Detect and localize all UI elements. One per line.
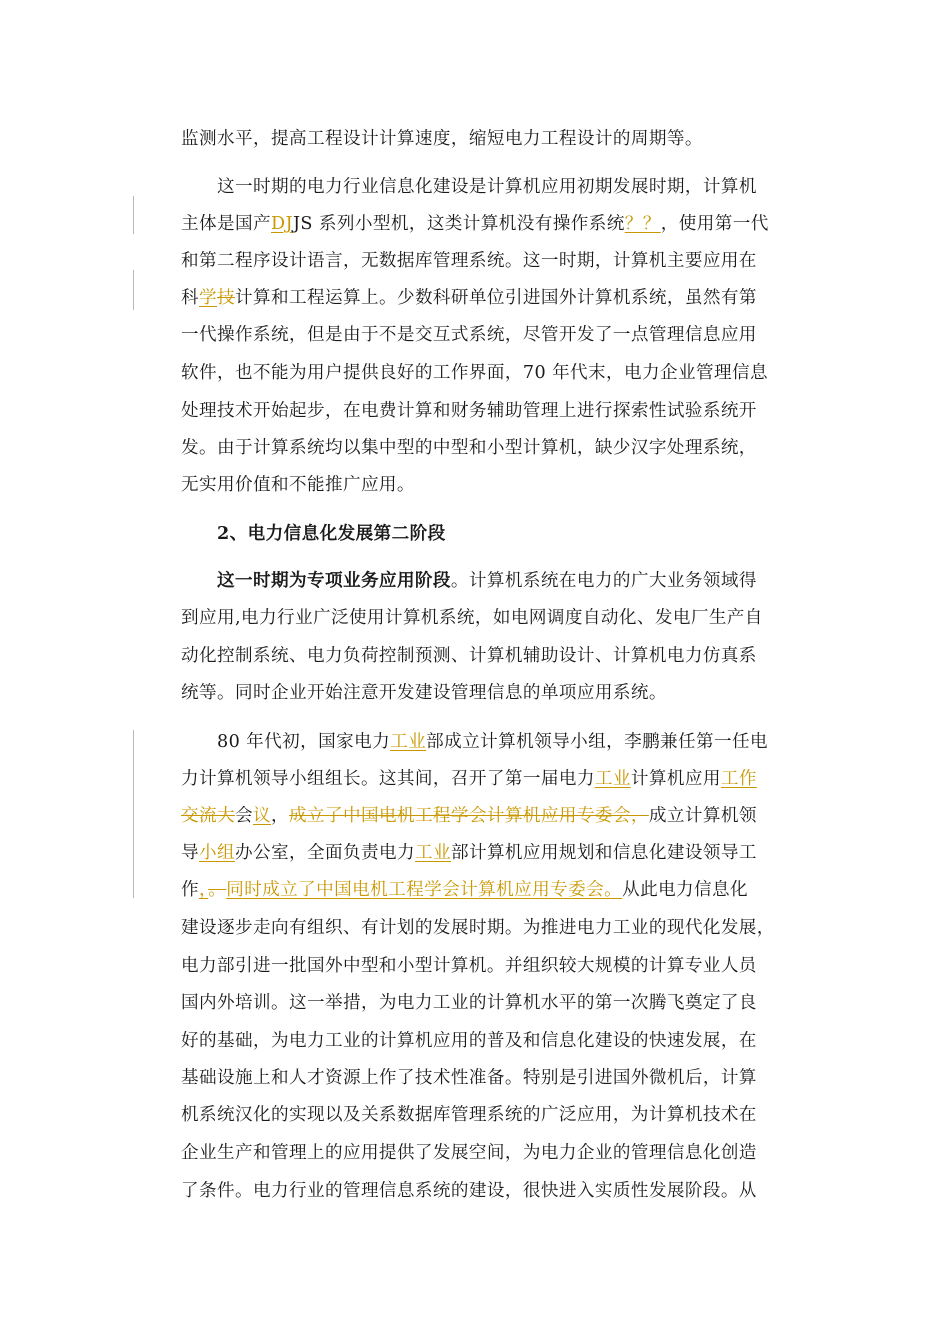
text-run: JS 系列小型机，这类计算机没有操作系统 (292, 214, 625, 234)
text-line (181, 250, 821, 272)
text-run: ， (270, 806, 289, 826)
text-line (181, 879, 821, 901)
text-run: 会 (234, 806, 253, 826)
inserted-text: 同时成立了中国电机工程学会计算机应用专委会。 (226, 880, 623, 900)
inserted-text: 工业 (594, 769, 631, 789)
text-run: 软件，也不能为用户提供良好的工作界面，70 年代末，电力企业管理信息 (181, 363, 768, 383)
text-line (181, 917, 821, 939)
text-line (181, 287, 821, 309)
text-line (181, 805, 821, 827)
text-line (181, 474, 821, 496)
text-run: 统等。同时企业开始注意开发建设管理信息的单项应用系统。 (181, 683, 667, 703)
inserted-text: 小组 (199, 843, 235, 863)
text-line (217, 570, 857, 592)
text-run: 发。由于计算系统均以集中型的中型和小型计算机，缺少汉字处理系统， (181, 438, 757, 458)
text-line (181, 213, 821, 235)
text-run: 部成立计算机领导小组，李鹏兼任第一任电 (426, 732, 769, 752)
text-run: 。计算机系统在电力的广大业务领域得 (450, 571, 757, 591)
text-run: 80 年代初，国家电力 (217, 732, 391, 752)
change-bar (133, 270, 134, 310)
change-bar (133, 196, 134, 234)
text-run: 导 (181, 843, 199, 863)
text-line (181, 324, 821, 346)
text-line (181, 400, 821, 422)
text-run: 电力部引进一批国外中型和小型计算机。并组织较大规模的计算专业人员 (181, 956, 757, 976)
text-line (181, 607, 821, 629)
text-line (181, 682, 821, 704)
text-line (181, 1030, 821, 1052)
text-run: 企业生产和管理上的应用提供了发展空间，为电力企业的管理信息化创造 (181, 1143, 757, 1163)
inserted-text: ， (199, 880, 209, 900)
text-line (181, 1104, 821, 1126)
text-run: 成立计算机领 (648, 806, 757, 826)
inserted-text: 议 (252, 806, 271, 826)
text-run: 基础设施上和人才资源上作了技术性准备。特别是引进国外微机后，计算 (181, 1068, 757, 1088)
text-run: 建设逐步走向有组织、有计划的发展时期。为推进电力工业的现代化发展， (181, 918, 775, 938)
deleted-text: 。 (208, 880, 227, 900)
text-line (181, 1180, 821, 1202)
text-line (181, 992, 821, 1014)
inserted-text: ？？ (624, 214, 661, 234)
text-line (181, 362, 821, 384)
text-line (217, 176, 857, 198)
text-run: 和第二程序设计语言，无数据库管理系统。这一时期，计算机主要应用在 (181, 251, 757, 271)
bold-text: 2、电力信息化发展第二阶段 (217, 523, 446, 544)
text-run: 主体是国产 (181, 214, 271, 234)
text-run: 机系统汉化的实现以及关系数据库管理系统的广泛应用，为计算机技术在 (181, 1105, 757, 1125)
text-run: 了条件。电力行业的管理信息系统的建设，很快进入实质性发展阶段。从 (181, 1181, 757, 1201)
inserted-text: 工业 (414, 843, 451, 863)
text-line (181, 645, 821, 667)
inserted-text: 工作 (720, 769, 757, 789)
text-run: 处理技术开始起步，在电费计算和财务辅助管理上进行探索性试验系统开 (181, 401, 757, 421)
text-run: 作 (181, 880, 199, 900)
inserted-text: 工业 (390, 732, 427, 752)
text-line (181, 1067, 821, 1089)
inserted-text: DJ (270, 214, 293, 234)
bold-text: 这一时期为专项业务应用阶段 (217, 570, 451, 591)
text-run: 力计算机领导小组组长。这其间，召开了第一届电力 (181, 769, 595, 789)
text-line (217, 731, 857, 753)
text-run: 无实用价值和不能推广应用。 (181, 475, 415, 495)
text-run: 这一时期的电力行业信息化建设是计算机应用初期发展时期，计算机 (217, 177, 757, 197)
text-line (181, 842, 821, 864)
change-bar (133, 730, 134, 898)
inserted-text: 学 (199, 288, 217, 308)
text-line (181, 1142, 821, 1164)
text-run: 一代操作系统，但是由于不是交互式系统，尽管开发了一点管理信息应用 (181, 325, 757, 345)
text-run: 从此电力信息化 (622, 880, 749, 900)
deleted-text: 交流大 (181, 806, 235, 826)
text-run: 计算和工程运算上。少数科研单位引进国外计算机系统，虽然有第 (235, 288, 757, 308)
section-heading (217, 523, 857, 545)
text-line (181, 955, 821, 977)
text-run: 部计算机应用规划和信息化建设领导工 (450, 843, 757, 863)
text-run: 办公室，全面负责电力 (235, 843, 415, 863)
text-run: 好的基础，为电力工业的计算机应用的普及和信息化建设的快速发展，在 (181, 1031, 757, 1051)
deleted-text: 成立了中国电机工程学会计算机应用专委会， (288, 806, 649, 826)
text-run: 监测水平，提高工程设计计算速度，缩短电力工程设计的周期等。 (181, 129, 703, 149)
text-run: 计算机应用 (630, 769, 721, 789)
text-run: 到应用,电力行业广泛使用计算机系统，如电网调度自动化、发电厂生产自 (181, 608, 763, 628)
text-run: ，使用第一代 (660, 214, 769, 234)
text-run: 动化控制系统、电力负荷控制预测、计算机辅助设计、计算机电力仿真系 (181, 646, 757, 666)
text-line (181, 768, 821, 790)
text-run: 科 (181, 288, 199, 308)
text-line (181, 128, 821, 150)
text-run: 国内外培训。这一举措，为电力工业的计算机水平的第一次腾飞奠定了良 (181, 993, 757, 1013)
text-line (181, 437, 821, 459)
deleted-text: 技 (217, 288, 235, 308)
